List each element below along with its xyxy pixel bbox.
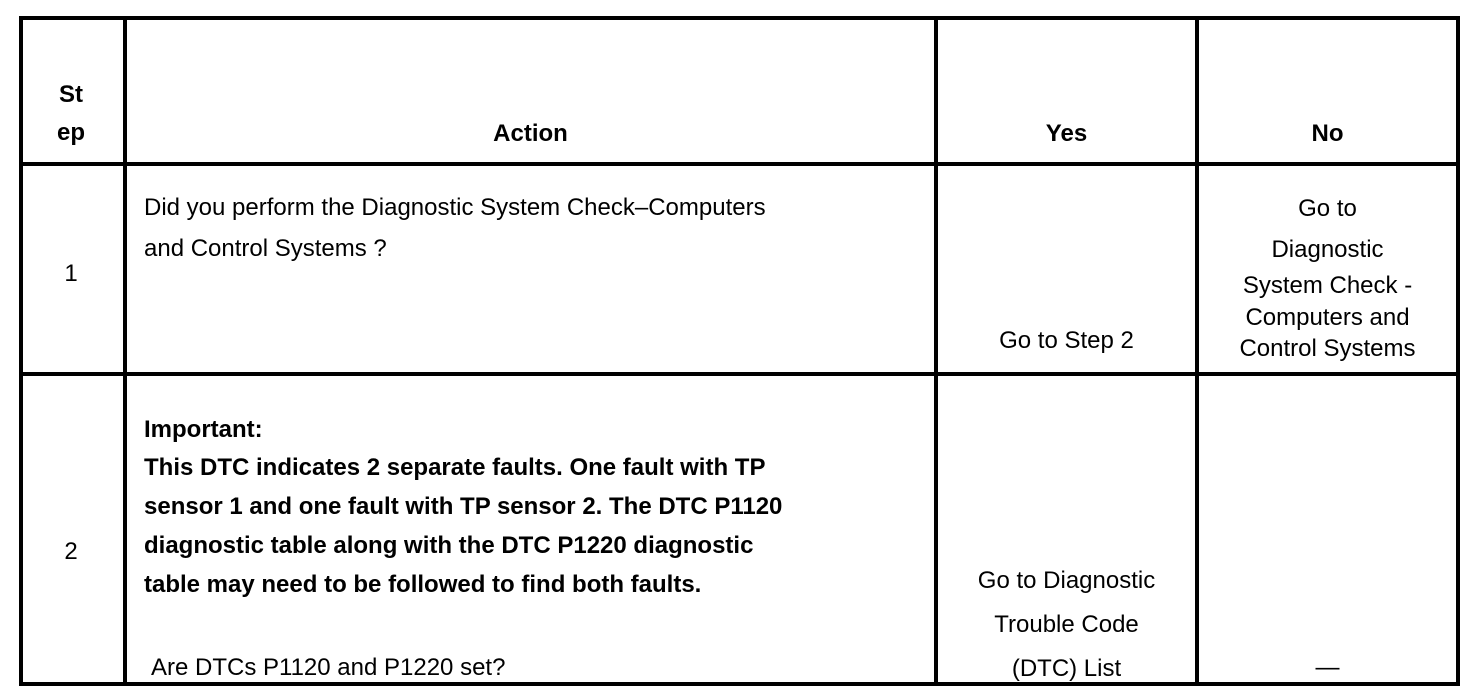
row-yes-text [938, 559, 1195, 691]
row-step-number: 1 [64, 260, 78, 287]
important-label: Important: [144, 416, 263, 443]
row-question: Are DTCs P1120 and P1220 set? [151, 654, 506, 681]
yes-line: Go to Diagnostic [977, 567, 1156, 594]
important-text [144, 448, 782, 604]
header-action: Action [493, 120, 568, 147]
row-step-number: 2 [64, 538, 78, 565]
no-line: Control Systems [1239, 335, 1416, 362]
header-yes: Yes [1045, 120, 1088, 147]
header-step-line: St [59, 81, 83, 108]
row-yes-text: Go to Step 2 [999, 327, 1134, 354]
yes-line: (DTC) List [1011, 655, 1122, 682]
header-no: No [1311, 120, 1344, 147]
no-line: Diagnostic [1271, 236, 1384, 263]
yes-line: Trouble Code [994, 611, 1139, 638]
no-line: Computers and [1245, 304, 1410, 331]
important-line: diagnostic table along with the DTC P1220 diagnostic [144, 532, 754, 559]
action-line: Did you perform the Diagnostic System Check–Computers [144, 194, 766, 221]
row-no-dash: — [1315, 654, 1340, 681]
row-action-text [144, 187, 766, 269]
no-line: Go to [1298, 195, 1357, 222]
important-line: sensor 1 and one fault with TP sensor 2. The DTC P1120 [144, 493, 783, 520]
no-line: System Check - [1242, 272, 1413, 299]
header-step-line: ep [56, 119, 85, 146]
important-line: This DTC indicates 2 separate faults. One fault with TP [144, 454, 766, 481]
diagnostic-table [19, 16, 1460, 686]
action-line: and Control Systems ? [144, 235, 387, 262]
important-line: table may need to be followed to find both faults. [144, 571, 702, 598]
header-step [23, 76, 119, 152]
table-row [23, 166, 1460, 376]
header-row [23, 20, 1460, 166]
table-row [23, 376, 1460, 690]
row-no-text [1199, 188, 1456, 364]
